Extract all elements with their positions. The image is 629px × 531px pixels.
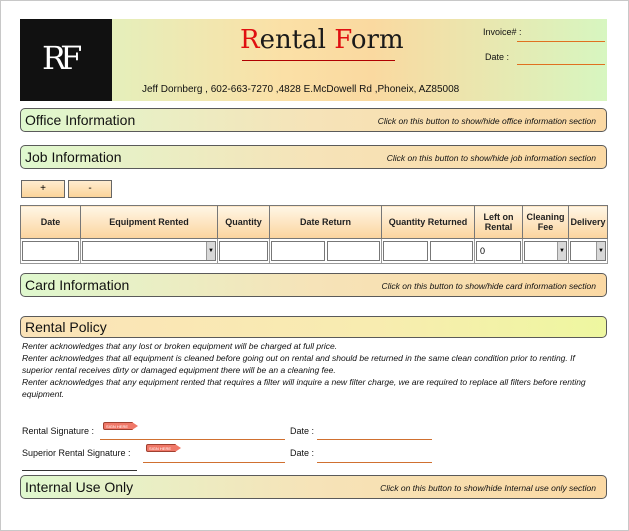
- chevron-down-icon[interactable]: ▼: [557, 242, 566, 260]
- col-left-on-rental: Left on Rental: [475, 206, 523, 239]
- job-table: [20, 205, 608, 264]
- logo-text: RF: [42, 39, 77, 77]
- col-delivery: Delivery: [569, 206, 608, 239]
- col-date: Date: [21, 206, 81, 239]
- title-part-2: orm: [350, 25, 404, 55]
- internal-use-toggle[interactable]: [20, 475, 607, 499]
- card-info-toggle[interactable]: [20, 273, 607, 297]
- date-return-input[interactable]: [271, 241, 325, 261]
- col-quantity-returned: Quantity Returned: [382, 206, 475, 239]
- cleaning-fee-select[interactable]: [524, 241, 567, 261]
- office-info-toggle[interactable]: [20, 108, 607, 132]
- job-info-toggle[interactable]: [20, 145, 607, 169]
- col-quantity: Quantity: [218, 206, 270, 239]
- header-date-field[interactable]: [517, 64, 605, 65]
- add-row-button[interactable]: +: [21, 180, 65, 198]
- logo: [20, 19, 112, 101]
- title-part-1: ental: [259, 25, 335, 55]
- quantity-returned-input[interactable]: [383, 241, 428, 261]
- job-info-title: Job Information: [25, 149, 122, 165]
- table-header-row: [21, 206, 608, 239]
- card-info-hint: Click on this button to show/hide card information section: [381, 281, 596, 291]
- chevron-down-icon[interactable]: ▼: [206, 242, 215, 260]
- rental-policy-text: [22, 340, 597, 400]
- form-header: [20, 19, 607, 101]
- job-info-hint: Click on this button to show/hide job information section: [386, 153, 596, 163]
- title-letter-f: F: [334, 25, 351, 55]
- col-date-return: Date Return: [270, 206, 382, 239]
- table-row: [21, 239, 608, 264]
- superior-signature-field[interactable]: [143, 462, 285, 463]
- title-letter-r: R: [240, 25, 260, 55]
- date1-label: Date :: [290, 426, 315, 436]
- superior-signature-label: Superior Rental Signature :: [22, 448, 131, 458]
- date-input[interactable]: [22, 241, 79, 261]
- chevron-down-icon[interactable]: ▼: [596, 242, 605, 260]
- equipment-select[interactable]: [82, 241, 216, 261]
- left-on-rental-input[interactable]: 0: [476, 241, 521, 261]
- policy-line: Renter acknowledges that all equipment is cleaned before going out on rental and should be returned in the same clean condition prior to renting. If superior rental receives dirty or damaged equipment there will be an a cleaning fee.: [22, 353, 575, 375]
- invoice-field[interactable]: [517, 41, 605, 42]
- card-info-title: Card Information: [25, 277, 130, 293]
- sign-here-tag: SIGN HERE: [146, 444, 176, 452]
- sign-here-tag: SIGN HERE: [103, 422, 133, 430]
- col-equipment: Equipment Rented: [81, 206, 218, 239]
- company-address: Jeff Dornberg , 602-663-7270 ,4828 E.McDowell Rd ,Phoneix, AZ85008: [142, 84, 460, 95]
- header-date-label: Date :: [485, 52, 510, 62]
- title-underline: [242, 60, 395, 61]
- remove-row-button[interactable]: -: [68, 180, 112, 198]
- divider: [22, 470, 137, 471]
- rental-signature-label: Rental Signature :: [22, 426, 95, 436]
- quantity-input[interactable]: [219, 241, 268, 261]
- date2-label: Date :: [290, 448, 315, 458]
- invoice-label: Invoice# :: [483, 27, 522, 37]
- internal-use-hint: Click on this button to show/hide Internal use only section: [380, 483, 596, 493]
- policy-line: Renter acknowledges that any equipment rented that requires a filter will inquire a new filter charge, we are required to replace all filters before renting equipment.: [22, 377, 586, 399]
- col-cleaning-fee: Cleaning Fee: [523, 206, 569, 239]
- delivery-select[interactable]: [570, 241, 606, 261]
- time-return-input[interactable]: [327, 241, 380, 261]
- page-title: [240, 25, 404, 55]
- date2-field[interactable]: [317, 462, 432, 463]
- rental-signature-field[interactable]: [100, 439, 285, 440]
- internal-use-title: Internal Use Only: [25, 479, 134, 495]
- office-info-hint: Click on this button to show/hide office information section: [377, 116, 596, 126]
- rental-policy-title: Rental Policy: [25, 319, 107, 335]
- date1-field[interactable]: [317, 439, 432, 440]
- policy-line: Renter acknowledges that any lost or broken equipment will be charged at full price.: [22, 341, 338, 351]
- quantity-returned-extra-input[interactable]: [430, 241, 473, 261]
- rental-policy-header: [20, 316, 607, 338]
- office-info-title: Office Information: [25, 112, 136, 128]
